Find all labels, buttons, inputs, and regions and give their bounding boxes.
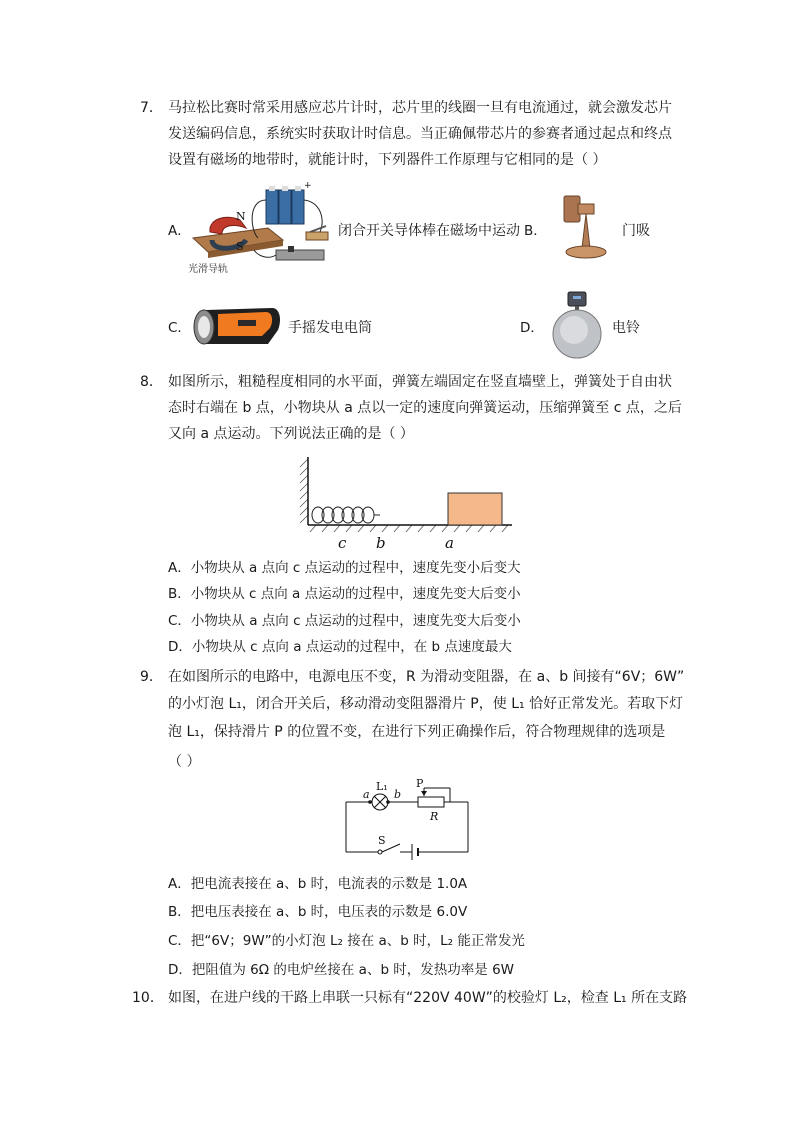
q7-option-b-letter: B． <box>524 223 547 239</box>
q10-line-1: 如图，在进户线的干路上串联一只标有“220V 40W”的校验灯 L₂，检查 L₁ 所在支路 <box>168 990 688 1006</box>
q8-option-a: A．小物块从 a 点向 c 点运动的过程中，速度先变小后变大 <box>168 560 521 576</box>
q8-line-2: 态时右端在 b 点，小物块从 a 点以一定的速度向弹簧运动，压缩弹簧至 c 点，之后 <box>168 400 682 416</box>
q7-option-a-letter: A． <box>168 223 191 239</box>
q7-number: 7． <box>140 100 163 116</box>
point-b-label: b <box>376 534 386 551</box>
q7-option-c-letter: C． <box>168 320 191 336</box>
q7-option-a-image <box>188 180 338 275</box>
q8-spring-figure <box>296 455 516 551</box>
q8-number: 8． <box>140 374 163 390</box>
lamp-l1-label: L₁ <box>376 780 388 793</box>
q9-circuit-figure <box>340 778 475 860</box>
q7-option-d-image <box>548 290 606 360</box>
q9-line-4: （ ） <box>168 754 201 770</box>
q9-line-1: 在如图所示的电路中，电源电压不变，R 为滑动变阻器，在 a、b 间接有“6V；6W” <box>168 669 685 685</box>
q9-option-d: D．把阻值为 6Ω 的电炉丝接在 a、b 时，发热功率是 6W <box>168 962 515 978</box>
q10-number: 10． <box>132 990 164 1006</box>
switch-s-label: S <box>378 834 386 847</box>
q9-line-3: 泡 L₁，保持滑片 P 的位置不变，在进行下列正确操作后，符合物理规律的选项是 <box>168 724 666 740</box>
q7-option-b-image <box>560 192 612 262</box>
slider-p-label: P <box>416 778 424 790</box>
q7-line-1: 马拉松比赛时常采用感应芯片计时，芯片里的线圈一旦有电流通过，就会激发芯片 <box>168 100 672 116</box>
q7-option-c-caption: 手摇发电电筒 <box>288 320 372 336</box>
q9-number: 9． <box>140 669 163 685</box>
point-a-label: a <box>363 788 370 801</box>
battery-plus-label: + <box>304 181 312 191</box>
magnet-n-label: N <box>236 210 246 223</box>
point-c-label: c <box>338 534 347 551</box>
q8-option-c: C．小物块从 a 点向 c 点运动的过程中，速度先变大后变小 <box>168 613 521 629</box>
q8-line-1: 如图所示，粗糙程度相同的水平面，弹簧左端固定在竖直墙壁上，弹簧处于自由状 <box>168 374 672 390</box>
q8-option-d: D．小物块从 c 点向 a 点运动的过程中，在 b 点速度最大 <box>168 639 512 655</box>
q7-option-d-caption: 电铃 <box>612 320 640 336</box>
q9-option-a: A．把电流表接在 a、b 时，电流表的示数是 1.0A <box>168 876 468 892</box>
q8-option-b: B．小物块从 c 点向 a 点运动的过程中，速度先变大后变小 <box>168 586 521 602</box>
q7-option-b-caption: 门吸 <box>622 223 650 239</box>
rheostat-r-label: R <box>430 810 439 823</box>
q9-option-b: B．把电压表接在 a、b 时，电压表的示数是 6.0V <box>168 904 468 920</box>
rail-label: 光滑导轨 <box>188 264 228 275</box>
q8-line-3: 又向 a 点运动。下列说法正确的是（ ） <box>168 426 414 442</box>
magnet-s-label: S <box>236 240 244 253</box>
q7-line-3: 设置有磁场的地带时，就能计时，下列器件工作原理与它相同的是（ ） <box>168 152 607 168</box>
q9-option-c: C．把“6V；9W”的小灯泡 L₂ 接在 a、b 时，L₂ 能正常发光 <box>168 933 525 949</box>
q7-option-d-letter: D． <box>520 320 544 336</box>
q7-line-2: 发送编码信息，系统实时获取计时信息。当正确佩带芯片的参赛者通过起点和终点 <box>168 126 672 142</box>
point-a-label: a <box>445 534 454 551</box>
q7-option-c-image <box>192 300 284 352</box>
q9-line-2: 的小灯泡 L₁，闭合开关后，移动滑动变阻器滑片 P，使 L₁ 恰好正常发光。若取下灯 <box>168 696 684 712</box>
q7-option-a-caption: 闭合开关导体棒在磁场中运动 <box>338 223 520 239</box>
point-b-label: b <box>394 788 402 801</box>
